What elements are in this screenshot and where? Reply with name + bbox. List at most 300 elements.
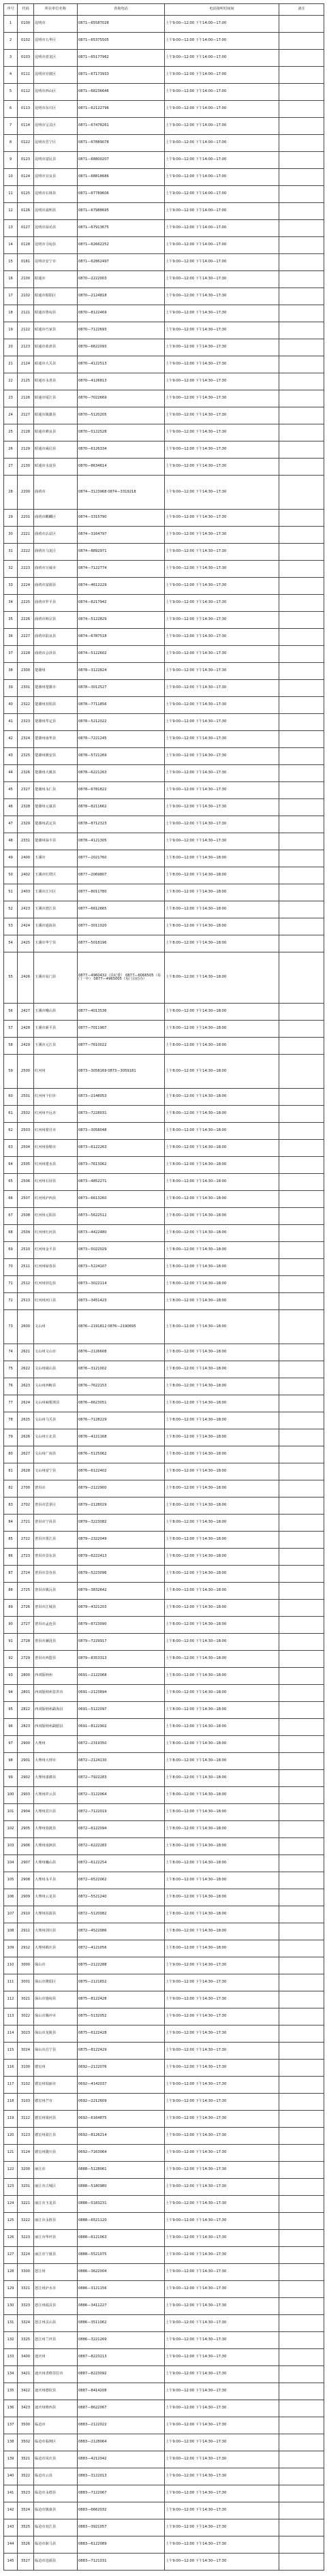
- row-code: 2221: [18, 527, 34, 544]
- row-unit-name: 大理州剑川县: [34, 1923, 78, 1940]
- row-code: 0123: [18, 152, 34, 169]
- row-index: 97: [4, 1736, 18, 1753]
- header-hours: 电话接听时间间: [165, 4, 279, 16]
- row-remarks: [279, 322, 324, 339]
- row-phone: 0887—8223213: [78, 2349, 165, 2366]
- row-hours: 上午9:00—12:00 下午14:30—17:30: [165, 2349, 279, 2366]
- row-unit-name: 曲靖市麒麟区: [34, 510, 78, 527]
- row-code: 2513: [18, 1293, 34, 1310]
- row-hours: 上午8:00—12:00 下午14:30—18:00: [165, 1021, 279, 1038]
- row-hours: 上午9:00—12:00 下午14:30—17:30: [165, 2519, 279, 2536]
- table-row: [4, 867, 324, 884]
- row-unit-name: 大理州鹤庆县: [34, 1940, 78, 1957]
- row-code: 2325: [18, 748, 34, 765]
- row-hours: 上午9:00—12:00 下午14:00—17:00: [165, 118, 279, 135]
- row-phone: 0870—5120205: [78, 407, 165, 424]
- row-phone: 0692—2212609: [78, 2094, 165, 2111]
- row-phone: 0876—2191812 0876—2190695: [78, 1310, 165, 1344]
- row-unit-name: 昭通市巧家县: [34, 322, 78, 339]
- row-phone: 0879—6222413: [78, 1549, 165, 1566]
- row-index: 101: [4, 1804, 18, 1821]
- row-hours: 上午8:00—12:00 下午14:30—18:00: [165, 1310, 279, 1344]
- row-hours: 上午9:00—12:00 下午14:30—17:30: [165, 2502, 279, 2519]
- row-hours: 上午9:00—12:00 下午14:30—17:30: [165, 2162, 279, 2179]
- row-index: 127: [4, 2247, 18, 2264]
- row-unit-name: 昆明市禄劝县: [34, 220, 78, 237]
- table-row: [4, 2230, 324, 2247]
- row-index: 49: [4, 850, 18, 867]
- row-remarks: [279, 169, 324, 186]
- row-index: 44: [4, 765, 18, 782]
- row-code: 2626: [18, 1429, 34, 1446]
- row-index: 128: [4, 2264, 18, 2281]
- row-remarks: [279, 288, 324, 305]
- row-phone: 0876—4121168: [78, 1429, 165, 1446]
- row-remarks: [279, 1668, 324, 1685]
- row-index: 80: [4, 1446, 18, 1463]
- table-row: [4, 339, 324, 356]
- row-code: 2726: [18, 1600, 34, 1617]
- row-remarks: [279, 2094, 324, 2111]
- table-row: [4, 2247, 324, 2264]
- row-unit-name: 丽江市宁蒗县: [34, 2247, 78, 2264]
- row-phone: 0873—5224107: [78, 1259, 165, 1276]
- row-phone: 0691—2123894: [78, 1685, 165, 1702]
- row-remarks: [279, 1940, 324, 1957]
- row-remarks: [279, 2247, 324, 2264]
- table-row: [4, 1940, 324, 1957]
- table-row: [4, 305, 324, 322]
- row-code: 2429: [18, 1038, 34, 1055]
- table-row: [4, 1412, 324, 1429]
- row-hours: 上午8:00—12:00 下午14:30—18:00: [165, 952, 279, 1004]
- row-unit-name: 曲靖市: [34, 476, 78, 510]
- row-phone: 0873—2148053: [78, 1089, 165, 1106]
- table-row: [4, 2128, 324, 2145]
- row-code: 0103: [18, 50, 34, 67]
- row-phone: 0877—2069807: [78, 867, 165, 884]
- row-hours: 上午9:00—12:00 下午14:00—17:00: [165, 152, 279, 169]
- table-row: [4, 884, 324, 901]
- row-index: 71: [4, 1276, 18, 1293]
- row-index: 103: [4, 1838, 18, 1855]
- row-remarks: [279, 2281, 324, 2298]
- row-unit-name: 德宏州陇川县: [34, 2145, 78, 2162]
- row-code: 2902: [18, 1770, 34, 1787]
- row-hours: 上午8:00—12:00 下午14:30—18:00: [165, 935, 279, 952]
- row-index: 140: [4, 2468, 18, 2485]
- row-phone: 0692—6164875: [78, 2111, 165, 2128]
- row-index: 108: [4, 1923, 18, 1940]
- row-unit-name: 楚雄州楚雄市: [34, 680, 78, 697]
- table-row: [4, 2485, 324, 2502]
- row-unit-name: 玉溪市红塔区: [34, 867, 78, 884]
- table-row: [4, 1600, 324, 1617]
- row-code: 2427: [18, 1004, 34, 1021]
- table-row: [4, 67, 324, 84]
- row-remarks: [279, 2434, 324, 2451]
- row-code: 2225: [18, 595, 34, 612]
- row-phone: 0871—67789606: [78, 186, 165, 203]
- row-phone: 0879—2122900: [78, 1480, 165, 1498]
- row-remarks: [279, 1004, 324, 1021]
- row-hours: 上午8:00—12:00 下午14:30—18:00: [165, 1208, 279, 1225]
- table-row: [4, 731, 324, 748]
- row-remarks: [279, 2468, 324, 2485]
- row-remarks: [279, 424, 324, 441]
- row-hours: 上午8:00—12:00 下午14:30—18:00: [165, 867, 279, 884]
- row-index: 50: [4, 867, 18, 884]
- table-row: [4, 1208, 324, 1225]
- row-hours: 上午9:00—12:00 下午14:00—17:00: [165, 84, 279, 101]
- table-row: [4, 1480, 324, 1498]
- row-unit-name: 昆明市宜良县: [34, 169, 78, 186]
- row-hours: 上午8:00—12:00 下午14:30—18:00: [165, 1498, 279, 1515]
- row-remarks: [279, 1821, 324, 1838]
- row-unit-name: 文山州砚山县: [34, 1361, 78, 1378]
- row-phone: 0879—3832642: [78, 1583, 165, 1600]
- row-phone: 0888—5183231: [78, 2196, 165, 2213]
- row-unit-name: 普洱市澜沧县: [34, 1634, 78, 1651]
- table-row: [4, 2077, 324, 2094]
- row-index: 47: [4, 816, 18, 833]
- row-code: 2727: [18, 1617, 34, 1634]
- row-code: 2403: [18, 884, 34, 901]
- table-row: [4, 952, 324, 1004]
- row-code: 2400: [18, 850, 34, 867]
- row-hours: 上午9:00—12:00 下午14:30—17:30: [165, 2264, 279, 2281]
- row-hours: 上午9:00—12:00 下午14:30—17:30: [165, 1991, 279, 2008]
- table-row: [4, 935, 324, 952]
- row-remarks: [279, 918, 324, 935]
- row-hours: 上午9:00—12:00 下午14:30—17:30: [165, 424, 279, 441]
- table-row: [4, 1736, 324, 1753]
- row-unit-name: 大理州: [34, 1736, 78, 1753]
- row-hours: 上午8:00—12:00 下午14:30—18:00: [165, 918, 279, 935]
- row-remarks: [279, 1174, 324, 1191]
- row-remarks: [279, 1736, 324, 1753]
- row-unit-name: 临沧市: [34, 2417, 78, 2434]
- row-hours: 上午9:00—12:00 下午14:30—17:30: [165, 833, 279, 850]
- row-index: 93: [4, 1668, 18, 1685]
- row-unit-name: 德宏州: [34, 2060, 78, 2077]
- row-phone: 0870—4126813: [78, 373, 165, 390]
- table-row: [4, 1498, 324, 1515]
- row-remarks: [279, 510, 324, 527]
- row-phone: 0872—2319350: [78, 1736, 165, 1753]
- table-row: [4, 50, 324, 67]
- row-unit-name: 保山市龙陵县: [34, 2026, 78, 2043]
- row-index: 31: [4, 544, 18, 561]
- row-hours: 上午9:00—12:00 下午14:30—17:30: [165, 2247, 279, 2264]
- row-phone: 0873—3058048: [78, 1123, 165, 1140]
- row-phone: 0878—5721269: [78, 748, 165, 765]
- row-index: 77: [4, 1395, 18, 1412]
- row-remarks: [279, 2060, 324, 2077]
- row-unit-name: 红河州个旧市: [34, 1089, 78, 1106]
- row-hours: 上午9:00—12:00 下午14:30—17:30: [165, 390, 279, 407]
- row-hours: 上午8:00—12:00 下午14:30—18:00: [165, 1463, 279, 1480]
- row-remarks: [279, 527, 324, 544]
- row-phone: 0872—2124130: [78, 1753, 165, 1770]
- row-index: 51: [4, 884, 18, 901]
- row-remarks: [279, 1770, 324, 1787]
- row-unit-name: 临沧市耿马县: [34, 2536, 78, 2554]
- row-hours: 上午9:00—12:00 下午14:30—17:30: [165, 748, 279, 765]
- table-row: [4, 459, 324, 476]
- row-code: 2903: [18, 1787, 34, 1804]
- row-index: 96: [4, 1719, 18, 1736]
- row-unit-name: 迪庆州德钦县: [34, 2383, 78, 2400]
- row-index: 104: [4, 1855, 18, 1872]
- row-remarks: [279, 1480, 324, 1498]
- row-hours: 上午8:00—12:00 下午14:30—18:00: [165, 1889, 279, 1906]
- row-unit-name: 曲靖市陆良县: [34, 629, 78, 646]
- table-row: [4, 2349, 324, 2366]
- row-remarks: [279, 1225, 324, 1242]
- row-hours: 上午9:00—12:00 下午14:00—17:00: [165, 186, 279, 203]
- row-unit-name: 楚雄州姚安县: [34, 748, 78, 765]
- row-hours: 上午8:00—12:00 下午14:30—18:00: [165, 1004, 279, 1021]
- row-code: 3122: [18, 2111, 34, 2128]
- row-code: 2121: [18, 305, 34, 322]
- row-index: 15: [4, 254, 18, 271]
- row-code: 0127: [18, 220, 34, 237]
- row-code: 2623: [18, 1378, 34, 1395]
- row-remarks: [279, 1344, 324, 1361]
- row-remarks: [279, 220, 324, 237]
- table-row: [4, 1770, 324, 1787]
- table-row: [4, 1889, 324, 1906]
- row-unit-name: 临沧市临翔区: [34, 2434, 78, 2451]
- row-phone: 0871—65587028: [78, 16, 165, 33]
- row-hours: 上午8:00—12:00 下午14:30—18:00: [165, 1123, 279, 1140]
- row-hours: 上午9:00—12:00 下午14:30—17:30: [165, 2060, 279, 2077]
- row-code: 2428: [18, 1021, 34, 1038]
- row-index: 109: [4, 1940, 18, 1957]
- row-hours: 上午8:00—12:00 下午14:30—18:00: [165, 1668, 279, 1685]
- row-code: 2328: [18, 799, 34, 816]
- table-row: [4, 2111, 324, 2128]
- row-code: 0181: [18, 254, 34, 271]
- table-row: [4, 84, 324, 101]
- row-hours: 上午9:00—12:00 下午14:30—17:30: [165, 2536, 279, 2554]
- row-phone: 0878—3012527: [78, 680, 165, 697]
- row-phone: 0878—3122824: [78, 663, 165, 680]
- row-phone: 0874—3123968 0874—3319218: [78, 476, 165, 510]
- row-unit-name: 怒江州泸水市: [34, 2281, 78, 2298]
- row-index: 13: [4, 220, 18, 237]
- row-index: 5: [4, 84, 18, 101]
- table-row: [4, 322, 324, 339]
- row-unit-name: 德宏州芒市: [34, 2094, 78, 2111]
- row-remarks: [279, 407, 324, 424]
- row-index: 7: [4, 118, 18, 135]
- row-phone: 0883—6122089: [78, 2536, 165, 2554]
- row-index: 54: [4, 935, 18, 952]
- row-code: 2425: [18, 935, 34, 952]
- row-index: 72: [4, 1293, 18, 1310]
- row-unit-name: 普洱市: [34, 1480, 78, 1498]
- row-remarks: [279, 203, 324, 220]
- table-row: [4, 714, 324, 731]
- row-phone: 0871—65375505: [78, 33, 165, 50]
- row-phone: 0877—5018196: [78, 935, 165, 952]
- row-phone: 0875—8122429: [78, 2043, 165, 2060]
- row-hours: 上午9:00—12:00 下午14:30—17:30: [165, 2366, 279, 2383]
- row-phone: 0872—7122019: [78, 1804, 165, 1821]
- row-code: 0112: [18, 84, 34, 101]
- row-remarks: [279, 1089, 324, 1106]
- row-remarks: [279, 271, 324, 288]
- row-phone: 0878—6221263: [78, 765, 165, 782]
- row-index: 28: [4, 476, 18, 510]
- row-unit-name: 红河州弥勒市: [34, 1140, 78, 1157]
- row-index: 74: [4, 1344, 18, 1361]
- table-row: [4, 1055, 324, 1089]
- row-index: 132: [4, 2332, 18, 2349]
- row-phone: 0873—7228031: [78, 1106, 165, 1123]
- row-index: 19: [4, 322, 18, 339]
- row-phone: 0878—7711856: [78, 697, 165, 714]
- table-row: [4, 1395, 324, 1412]
- row-code: 2725: [18, 1583, 34, 1600]
- row-hours: 上午8:00—12:00 下午14:30—18:00: [165, 1429, 279, 1446]
- row-hours: 上午8:00—12:00 下午14:30—18:00: [165, 1651, 279, 1668]
- row-index: 62: [4, 1123, 18, 1140]
- table-row: [4, 1293, 324, 1310]
- row-remarks: [279, 799, 324, 816]
- row-index: 113: [4, 2008, 18, 2026]
- row-hours: 上午8:00—12:00 下午14:30—18:00: [165, 1821, 279, 1838]
- row-phone: 0692—4142037: [78, 2077, 165, 2094]
- row-phone: 0873—5022029: [78, 1242, 165, 1259]
- row-index: 142: [4, 2502, 18, 2519]
- table-row: [4, 135, 324, 152]
- row-unit-name: 大理州弥渡县: [34, 1821, 78, 1838]
- table-row: [4, 2451, 324, 2468]
- row-code: 2424: [18, 918, 34, 935]
- row-unit-name: 保山市昌宁县: [34, 2043, 78, 2060]
- row-phone: 0873—7613062: [78, 1157, 165, 1174]
- row-phone: 0879—2322049: [78, 1532, 165, 1549]
- row-unit-name: 楚雄州大姚县: [34, 765, 78, 782]
- row-code: 2508: [18, 1208, 34, 1225]
- row-phone: 0877—7610022: [78, 1038, 165, 1055]
- document-page: [3, 3, 324, 2571]
- row-index: 86: [4, 1549, 18, 1566]
- row-remarks: [279, 356, 324, 373]
- table-row: [4, 356, 324, 373]
- row-index: 143: [4, 2519, 18, 2536]
- row-phone: 0886—3622004: [78, 2264, 165, 2281]
- row-index: 17: [4, 288, 18, 305]
- row-code: 2721: [18, 1515, 34, 1532]
- row-code: 2722: [18, 1532, 34, 1549]
- table-row: [4, 101, 324, 118]
- row-index: 92: [4, 1651, 18, 1668]
- table-row: [4, 1225, 324, 1242]
- row-phone: 0872—4121056: [78, 1940, 165, 1957]
- row-index: 133: [4, 2349, 18, 2366]
- row-code: 2423: [18, 901, 34, 918]
- row-phone: 0877—2021760: [78, 850, 165, 867]
- row-code: 3000: [18, 1957, 34, 1974]
- row-unit-name: 临沧市镇康县: [34, 2502, 78, 2519]
- row-hours: 上午8:00—12:00 下午14:30—18:00: [165, 1412, 279, 1429]
- row-remarks: [279, 629, 324, 646]
- row-unit-name: 文山州文山市: [34, 1344, 78, 1361]
- row-code: 2510: [18, 1242, 34, 1259]
- row-remarks: [279, 2349, 324, 2366]
- table-row: [4, 918, 324, 935]
- header-unit-name: 所在单位名称: [34, 4, 78, 16]
- row-index: 40: [4, 697, 18, 714]
- row-hours: 上午8:00—12:00 下午14:30—18:00: [165, 1038, 279, 1055]
- row-code: 3525: [18, 2519, 34, 2536]
- row-unit-name: 玉溪市新平县: [34, 1021, 78, 1038]
- row-phone: 0871—62122796: [78, 101, 165, 118]
- row-hours: 上午9:00—12:00 下午14:00—17:00: [165, 16, 279, 33]
- row-remarks: [279, 390, 324, 407]
- row-unit-name: 红河州泸西县: [34, 1191, 78, 1208]
- row-index: 55: [4, 952, 18, 1004]
- row-remarks: [279, 2128, 324, 2145]
- header-index: 序号: [4, 4, 18, 16]
- row-phone: 0888—5180980: [78, 2179, 165, 2196]
- table-row: [4, 169, 324, 186]
- row-index: 16: [4, 271, 18, 288]
- row-unit-name: 昭通市鲁甸县: [34, 305, 78, 322]
- row-phone: 0883—3921057: [78, 2519, 165, 2536]
- row-code: 3526: [18, 2536, 34, 2554]
- row-remarks: [279, 459, 324, 476]
- row-index: 27: [4, 459, 18, 476]
- table-row: [4, 1702, 324, 1719]
- row-remarks: [279, 952, 324, 1004]
- row-hours: 上午8:00—12:00 下午14:30—18:00: [165, 1719, 279, 1736]
- row-index: 73: [4, 1310, 18, 1344]
- row-remarks: [279, 33, 324, 50]
- row-unit-name: 文山州广南县: [34, 1446, 78, 1463]
- row-remarks: [279, 1446, 324, 1463]
- row-index: 60: [4, 1089, 18, 1106]
- row-remarks: [279, 1463, 324, 1480]
- row-phone: 0879—2128029: [78, 1498, 165, 1515]
- row-index: 95: [4, 1702, 18, 1719]
- row-index: 22: [4, 373, 18, 390]
- row-index: 56: [4, 1004, 18, 1021]
- row-phone: 0876—7128229: [78, 1412, 165, 1429]
- row-code: 2100: [18, 271, 34, 288]
- table-row: [4, 782, 324, 799]
- row-index: 131: [4, 2315, 18, 2332]
- row-hours: 上午8:00—12:00 下午14:30—18:00: [165, 1855, 279, 1872]
- table-row: [4, 1515, 324, 1532]
- row-unit-name: 红河州开远市: [34, 1106, 78, 1123]
- row-index: 8: [4, 135, 18, 152]
- row-remarks: [279, 1855, 324, 1872]
- row-phone: 0888—6121063: [78, 2230, 165, 2247]
- row-remarks: [279, 237, 324, 254]
- table-row: [4, 2434, 324, 2451]
- row-code: 2910: [18, 1906, 34, 1923]
- row-unit-name: 楚雄州禄丰县: [34, 833, 78, 850]
- row-remarks: [279, 1991, 324, 2008]
- row-hours: 上午8:00—12:00 下午14:30—18:00: [165, 1395, 279, 1412]
- row-phone: 0870—7122693: [78, 322, 165, 339]
- row-index: 20: [4, 339, 18, 356]
